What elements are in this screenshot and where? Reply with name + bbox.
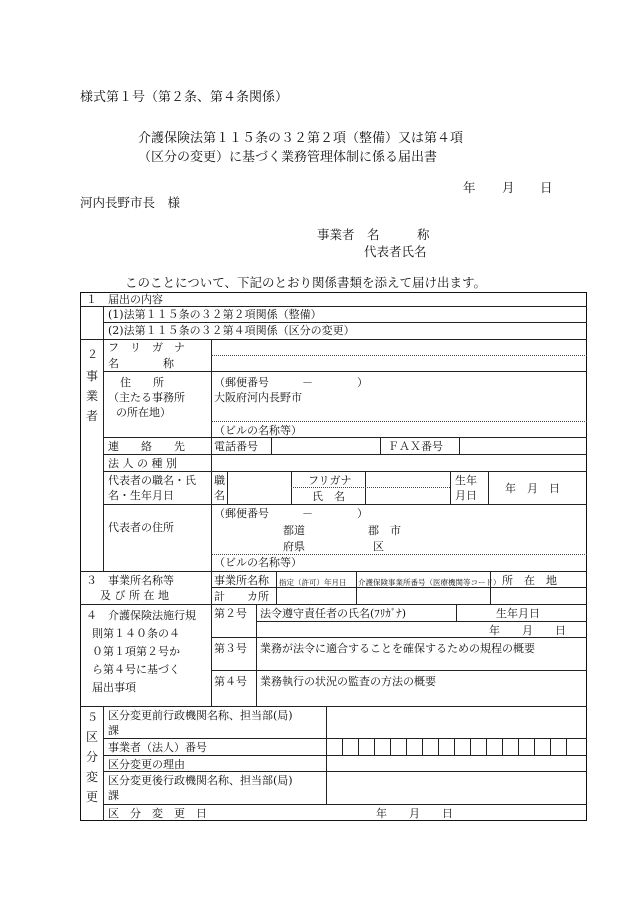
designation-date-label: 指定（許可）年月日	[279, 578, 347, 587]
after-agency-label-1: 区分変更後行政機関名称、担当部(局)	[108, 774, 293, 787]
representative-name-label: 代表者氏名	[364, 244, 427, 259]
date-day: 日	[540, 180, 553, 195]
business-name-label: 名 称	[108, 357, 174, 370]
section-3-label-2: 及 び 所 在 地	[100, 589, 169, 602]
representative-info-label-1: 代表者の職名・氏	[108, 474, 196, 487]
audit-method-label: 業務執行の状況の監査の方法の概要	[260, 675, 436, 688]
contact-label: 連 絡 先	[108, 440, 185, 453]
item-2-label: 第２号	[214, 607, 247, 620]
corporate-number-label: 事業者（法人）番号	[108, 741, 207, 754]
office-count-label: 計 カ所	[214, 590, 269, 603]
representative-info-label-2: 名・生年月日	[108, 489, 174, 502]
intro-text: このことについて、下記のとおり関係書類を添えて届け出ます。	[125, 275, 487, 290]
building-name-field[interactable]: （ビルの名称等）	[214, 424, 302, 437]
section-4-line-1: ４ 介護保険法施行規	[86, 609, 196, 622]
birth-date-label: 生年月日	[496, 607, 540, 620]
ward-label: 区	[373, 540, 384, 553]
section-2-number: ２	[87, 348, 98, 361]
job-title-label-2: 名	[214, 489, 225, 502]
building-name-field-2[interactable]: （ビルの名称等）	[214, 556, 302, 569]
postal-code-field-2[interactable]: （郵便番号 － ）	[214, 507, 368, 520]
county-city-label: 郡 市	[368, 524, 401, 537]
change-date-label: 区 分 変 更 日	[108, 807, 207, 820]
job-title-label-1: 職	[214, 474, 225, 487]
section-3-label-1: ３ 事業所名称等	[86, 574, 174, 587]
section-4-line-2: 則第１４０条の４	[92, 627, 180, 640]
section-2-vertical-label: 事 業 者	[85, 369, 98, 423]
address-label: 住 所	[120, 376, 164, 389]
representative-address-label: 代表者の住所	[108, 521, 174, 534]
section-4-line-3: ０第１項第２号か	[92, 645, 180, 658]
corporation-type-label: 法 人 の 種 別	[108, 457, 177, 470]
postal-code-field[interactable]: （郵便番号 － ）	[214, 376, 368, 389]
section-4-line-4: ら第４号に基づく	[92, 663, 180, 676]
date-year: 年	[463, 180, 476, 195]
section-4-line-5: 届出事項	[92, 681, 136, 694]
address-sub-2: の所在地）	[116, 406, 171, 419]
prefecture-label-1: 都道	[283, 524, 305, 537]
location-label: 所 在 地	[502, 574, 557, 587]
furigana-label: フ リ ガ ナ	[108, 341, 185, 354]
section-1-option-1: (1)法第１１５条の３２第２項関係（整備）	[108, 308, 322, 321]
title-line-1: 介護保険法第１１５条の３２第２項（整備）又は第４項	[138, 131, 464, 146]
birth-label-2: 月日	[455, 489, 477, 502]
change-reason-label: 区分変更の理由	[108, 758, 185, 771]
section-1-label: １ 届出の内容	[86, 293, 163, 306]
section-5-vertical-label: 区 分 変 更	[85, 730, 98, 804]
section-5-number: ５	[87, 711, 98, 724]
item-4-label: 第４号	[214, 675, 247, 688]
furigana-label-2: フリガナ	[308, 474, 352, 487]
item-3-label: 第３号	[214, 642, 247, 655]
compliance-officer-label: 法令遵守責任者の氏名(ﾌﾘｶﾞﾅ)	[260, 607, 407, 620]
title-line-2: （区分の変更）に基づく業務管理体制に係る届出書	[138, 150, 438, 165]
date-month: 月	[502, 180, 515, 195]
fax-label: ＦＡＸ番号	[388, 440, 443, 453]
addressee: 河内長野市長 様	[80, 195, 181, 210]
officer-birth-date-field[interactable]: 年 月 日	[489, 624, 566, 637]
representative-name-label-2: 氏 名	[312, 490, 345, 503]
applicant-name-label: 事業者 名 称	[317, 227, 430, 242]
address-sub-1: （主たる事務所	[108, 391, 185, 404]
change-date-field[interactable]: 年 月 日	[376, 807, 453, 820]
form-number: 様式第１号（第２条、第４条関係）	[80, 90, 289, 105]
office-name-label: 事業所名称	[214, 574, 269, 587]
section-1-option-2: (2)法第１１５条の３２第４項関係（区分の変更）	[108, 324, 355, 337]
birth-date-field[interactable]: 年 月 日	[505, 482, 560, 495]
before-agency-label-2: 課	[108, 724, 119, 737]
tel-label: 電話番号	[214, 440, 258, 453]
office-code-label: 介護保険事業所番号（医療機関等コード）	[358, 578, 501, 587]
compliance-rules-label: 業務が法令に適合することを確保するための規程の概要	[260, 642, 535, 655]
birth-label-1: 生年	[455, 474, 477, 487]
city-text: 大阪府河内長野市	[214, 391, 302, 404]
after-agency-label-2: 課	[108, 789, 119, 802]
prefecture-label-2: 府県	[283, 540, 305, 553]
before-agency-label-1: 区分変更前行政機関名称、担当部(局)	[108, 709, 293, 722]
